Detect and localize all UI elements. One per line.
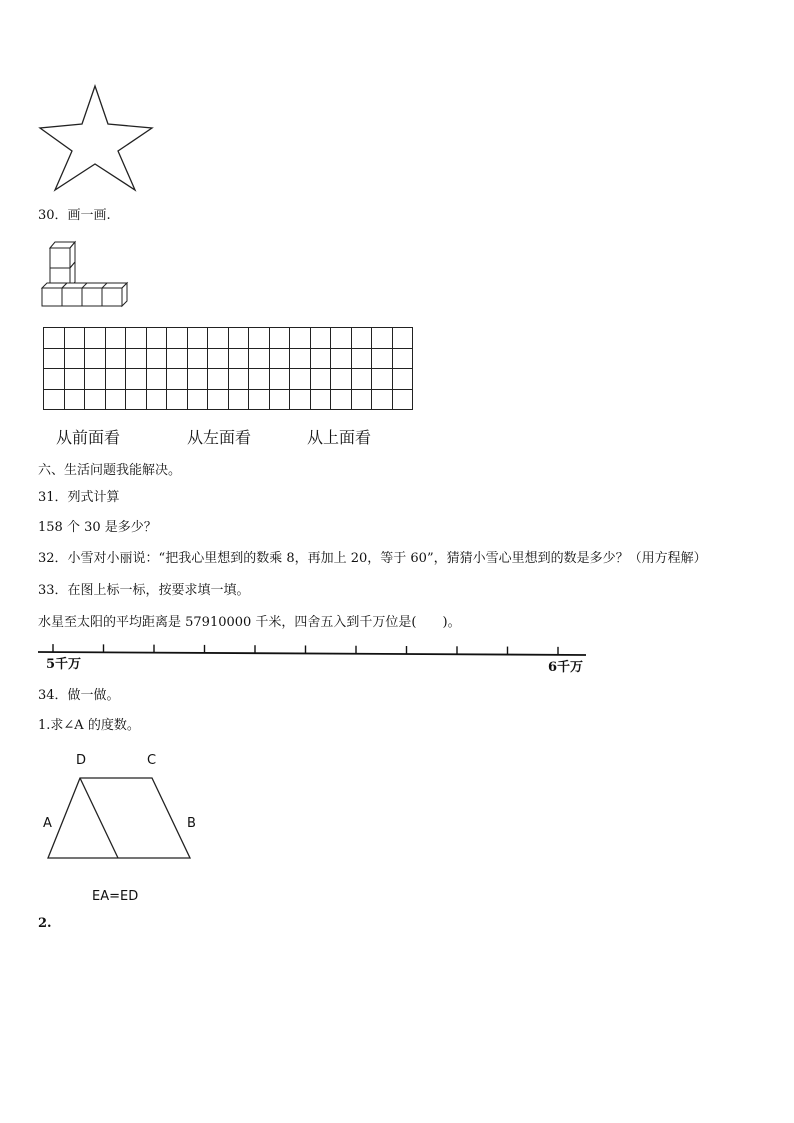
question-30-title: 30．画一画. <box>38 208 111 223</box>
grid-row <box>44 369 413 390</box>
figure-caption: EA=ED <box>92 889 139 904</box>
grid-cell[interactable] <box>269 369 290 390</box>
grid-cell[interactable] <box>167 348 188 369</box>
grid-cell[interactable] <box>228 369 249 390</box>
grid-cell[interactable] <box>290 328 311 349</box>
grid-cell[interactable] <box>146 389 167 410</box>
grid-cell[interactable] <box>392 389 413 410</box>
grid-cell[interactable] <box>310 348 331 369</box>
grid-cell[interactable] <box>44 328 65 349</box>
grid-cell[interactable] <box>208 389 229 410</box>
grid-cell[interactable] <box>351 348 372 369</box>
grid-cell[interactable] <box>187 328 208 349</box>
question-33-text: 水星至太阳的平均距离是 57910000 千米，四舍五入到千万位是( )。 <box>38 615 461 630</box>
grid-cell[interactable] <box>228 328 249 349</box>
grid-cell[interactable] <box>331 328 352 349</box>
grid-cell[interactable] <box>126 328 147 349</box>
grid-cell[interactable] <box>331 369 352 390</box>
grid-cell[interactable] <box>64 348 85 369</box>
grid-cell[interactable] <box>64 389 85 410</box>
grid-cell[interactable] <box>208 348 229 369</box>
grid-cell[interactable] <box>372 348 393 369</box>
grid-cell[interactable] <box>64 369 85 390</box>
vertex-label-c: C <box>147 753 157 768</box>
number-line-start-label: 5千万 <box>46 657 82 672</box>
cube-stack-figure <box>38 238 134 310</box>
question-34-title: 34．做一做。 <box>38 688 120 703</box>
question-32-text: 32．小雪对小丽说：“把我心里想到的数乘 8，再加上 20，等于 60”，猜猜小雪心里想到的数是多少？（用方程解） <box>38 551 707 566</box>
view-label-front: 从前面看 <box>56 428 121 447</box>
question-34-sub-1: 1.求∠A 的度数。 <box>38 718 140 733</box>
grid-cell[interactable] <box>146 328 167 349</box>
grid-cell[interactable] <box>290 369 311 390</box>
grid-cell[interactable] <box>105 389 126 410</box>
question-33-title: 33．在图上标一标，按要求填一填。 <box>38 583 250 598</box>
grid-cell[interactable] <box>249 348 270 369</box>
grid-cell[interactable] <box>187 348 208 369</box>
vertex-label-a: A <box>43 816 52 831</box>
grid-cell[interactable] <box>44 369 65 390</box>
question-34-sub-2: 2. <box>38 916 52 931</box>
grid-cell[interactable] <box>187 389 208 410</box>
grid-cell[interactable] <box>85 389 106 410</box>
grid-cell[interactable] <box>351 369 372 390</box>
grid-cell[interactable] <box>392 348 413 369</box>
grid-cell[interactable] <box>208 369 229 390</box>
six-point-star-figure <box>38 84 156 194</box>
grid-cell[interactable] <box>228 389 249 410</box>
grid-cell[interactable] <box>105 348 126 369</box>
grid-cell[interactable] <box>85 369 106 390</box>
trapezoid-figure <box>40 750 210 865</box>
grid-cell[interactable] <box>167 328 188 349</box>
number-line-end-label: 6千万 <box>548 660 584 675</box>
grid-cell[interactable] <box>249 389 270 410</box>
grid-cell[interactable] <box>105 328 126 349</box>
number-line[interactable] <box>38 640 590 660</box>
grid-row <box>44 348 413 369</box>
grid-cell[interactable] <box>167 369 188 390</box>
grid-cell[interactable] <box>64 328 85 349</box>
grid-cell[interactable] <box>146 369 167 390</box>
grid-cell[interactable] <box>351 328 372 349</box>
grid-row <box>44 389 413 410</box>
grid-cell[interactable] <box>372 369 393 390</box>
grid-cell[interactable] <box>146 348 167 369</box>
section-6-title: 六、生活问题我能解决。 <box>38 463 182 478</box>
grid-cell[interactable] <box>290 348 311 369</box>
grid-cell[interactable] <box>208 328 229 349</box>
grid-cell[interactable] <box>167 389 188 410</box>
grid-cell[interactable] <box>331 389 352 410</box>
grid-cell[interactable] <box>290 389 311 410</box>
grid-cell[interactable] <box>249 328 270 349</box>
grid-cell[interactable] <box>126 369 147 390</box>
grid-cell[interactable] <box>187 369 208 390</box>
grid-cell[interactable] <box>372 389 393 410</box>
question-31-text: 158 个 30 是多少？ <box>38 520 157 535</box>
grid-cell[interactable] <box>331 348 352 369</box>
grid-cell[interactable] <box>310 328 331 349</box>
grid-cell[interactable] <box>310 389 331 410</box>
grid-cell[interactable] <box>85 348 106 369</box>
grid-cell[interactable] <box>249 369 270 390</box>
grid-cell[interactable] <box>44 389 65 410</box>
grid-cell[interactable] <box>392 369 413 390</box>
grid-cell[interactable] <box>126 348 147 369</box>
grid-cell[interactable] <box>228 348 249 369</box>
grid-cell[interactable] <box>269 328 290 349</box>
question-31-title: 31．列式计算 <box>38 490 120 505</box>
drawing-grid[interactable] <box>43 327 413 410</box>
grid-row <box>44 328 413 349</box>
grid-cell[interactable] <box>85 328 106 349</box>
grid-cell[interactable] <box>310 369 331 390</box>
vertex-label-d: D <box>76 753 87 768</box>
grid-cell[interactable] <box>269 348 290 369</box>
grid-cell[interactable] <box>372 328 393 349</box>
grid-cell[interactable] <box>126 389 147 410</box>
grid-cell[interactable] <box>351 389 372 410</box>
grid-cell[interactable] <box>269 389 290 410</box>
vertex-label-b: B <box>187 816 196 831</box>
view-label-left: 从左面看 <box>187 428 252 447</box>
grid-cell[interactable] <box>105 369 126 390</box>
grid-cell[interactable] <box>392 328 413 349</box>
grid-cell[interactable] <box>44 348 65 369</box>
view-label-top: 从上面看 <box>307 428 372 447</box>
